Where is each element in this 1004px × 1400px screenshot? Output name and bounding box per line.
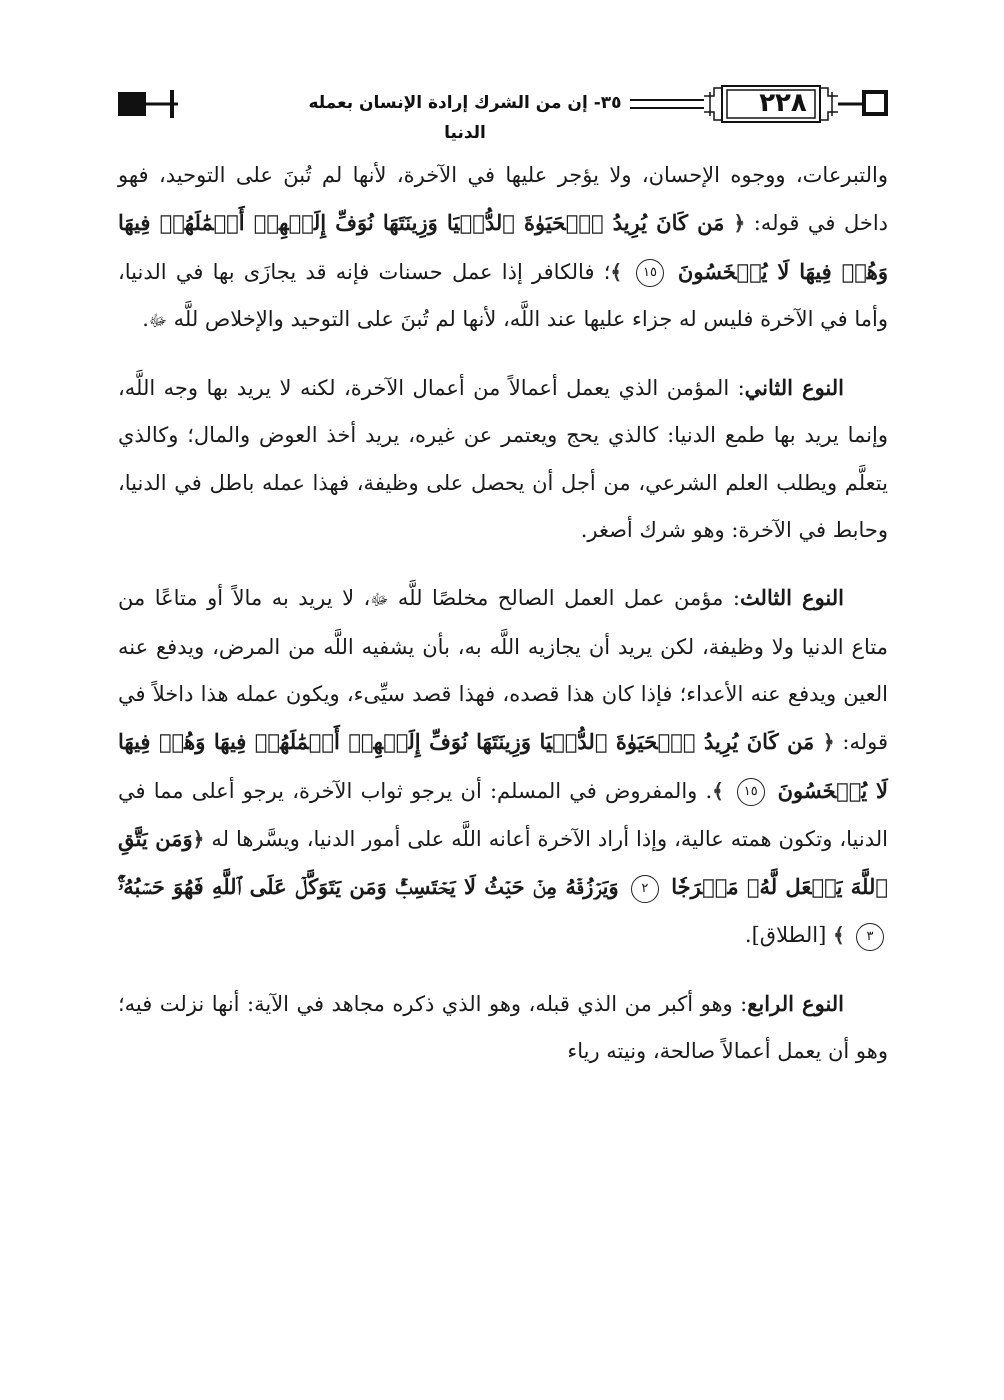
verse-close-ornament: ﴾ — [832, 923, 845, 948]
paragraph-1 — [118, 152, 888, 344]
paragraph-1-text-c: . — [142, 306, 149, 331]
section-label-type-4: النوع الرابع — [747, 990, 845, 1016]
honorific-glyph: ﷻ — [370, 590, 389, 610]
verse-number: ١٥ — [737, 778, 765, 806]
paragraph-1-text-b: ؛ فالكافر إذا عمل حسنات فإنه قد يجازَى بها في الدنيا، وأما في الآخرة فليس له جزاء عليها عند اللَّه، لأنها لم تُبنَ على التوحيد والإخلاص للَّه — [118, 259, 888, 331]
paragraph-3-text-b: ، لا يريد به مالاً أو متاعًا من متاع الدنيا ولا وظيفة، لكن يريد أن يجازيه اللَّه به، بأن يشفيه اللَّه من المرض، ويدفع عنه العين ويدفع عنه الأعداء؛ فإذا كان هذا قصده، فهذا قصد سيِّىء، ويكون عمله هذا داخلاً في قوله: — [118, 586, 889, 755]
paragraph-3 — [118, 574, 888, 959]
page-number: ٢٢٨ — [759, 88, 807, 118]
honorific-glyph: ﷻ — [148, 310, 167, 330]
verse-text: وَمَن يَتَّقِ ٱللَّهَ يَجۡعَل لَّهُۥ مَخۡرَجٗا — [118, 825, 889, 900]
verse-open-ornament: ﴿ — [822, 730, 835, 755]
verse-number: ٣ — [856, 923, 884, 951]
verse-open-ornament: ﴿ — [733, 211, 746, 236]
paragraph-3-text-a: : مؤمن عمل العمل الصالح مخلصًا للَّه — [388, 586, 740, 611]
verse-text: مَن كَانَ يُرِيدُ ٱلۡحَيَوٰةَ ٱلدُّنۡيَا وَزِينَتَهَا نُوَفِّ إِلَيۡهِمۡ أَعۡمَٰلَهُمۡ فِيهَا وَهُمۡ فِيهَا لَا يُبۡخَسُونَ — [118, 210, 889, 284]
section-label-type-3: النوع الثالث — [739, 585, 844, 611]
meander-left — [704, 88, 722, 120]
paragraph-2 — [118, 364, 888, 554]
paragraph-2-text: : المؤمن الذي يعمل أعمالاً من أعمال الآخرة، لكنه لا يريد بها وجه اللَّه، وإنما يريد بها طمع الدنيا: كالذي يحج ويعتمر عن غيره، يريد أخذ العوض والمال؛ وكالذي يتعلَّم ويطلب العلم الشرعي، من أجل أن يحصل على وظيفة، فهذا عمله باطل في الدنيا، وحابط في الآخرة: وهو شرك أصغر. — [118, 376, 888, 543]
verse-open-ornament: ﴿ — [192, 826, 205, 851]
header-right-square — [864, 92, 886, 114]
paragraph-4 — [118, 980, 888, 1076]
paragraph-1-text-a: والتبرعات، ووجوه الإحسان، ولا يؤجر عليها في الآخرة، لأنها لم تُبنَ على التوحيد، فهو داخل في قوله: — [118, 163, 889, 236]
verse-text: مَن كَانَ يُرِيدُ ٱلۡحَيَوٰةَ ٱلدُّنۡيَا وَزِينَتَهَا نُوَفِّ إِلَيۡهِمۡ أَعۡمَٰلَهُمۡ فِيهَا وَهُمۡ فِيهَا لَا يُبۡخَسُونَ — [118, 729, 888, 803]
header-left-bar — [170, 90, 174, 118]
paragraph-3-text-d: . — [744, 923, 752, 948]
verse-number: ١٥ — [636, 259, 664, 287]
header-left-block — [118, 92, 146, 116]
verse-close-ornament: ﴾ — [712, 778, 724, 803]
surah-reference: [الطلاق] — [751, 923, 827, 948]
body-text — [118, 152, 888, 1095]
verse-close-ornament: ﴾ — [610, 259, 623, 284]
verse-number: ٢ — [631, 875, 659, 903]
section-label-type-2: النوع الثاني — [744, 375, 845, 401]
paragraph-4-text: : وهو أكبر من الذي قبله، وهو الذي ذكره مجاهد في الآية: أنها نزلت فيه؛ وهو أن يعمل أعمالاً صالحة، ونيته رياء — [118, 991, 888, 1064]
paragraph-3-text-c: . والمفروض في المسلم: أن يرجو ثواب الآخرة، يرجو أعلى مما في الدنيا، وتكون همته عالية، وإذا أراد الآخرة أعانه اللَّه على أمور الدنيا، ويسَّرها له — [118, 778, 888, 851]
verse-text: وَيَرۡزُقۡهُ مِنۡ حَيۡثُ لَا يَحۡتَسِبُۚ وَمَن يَتَوَكَّلۡ عَلَى ٱللَّهِ فَهُوَ حَسۡبُهُۥٓۚ — [118, 874, 619, 900]
running-header — [112, 80, 890, 143]
chapter-title: ٣٥- إن من الشرك إرادة الإنسان بعمله الدنيا — [300, 88, 630, 118]
